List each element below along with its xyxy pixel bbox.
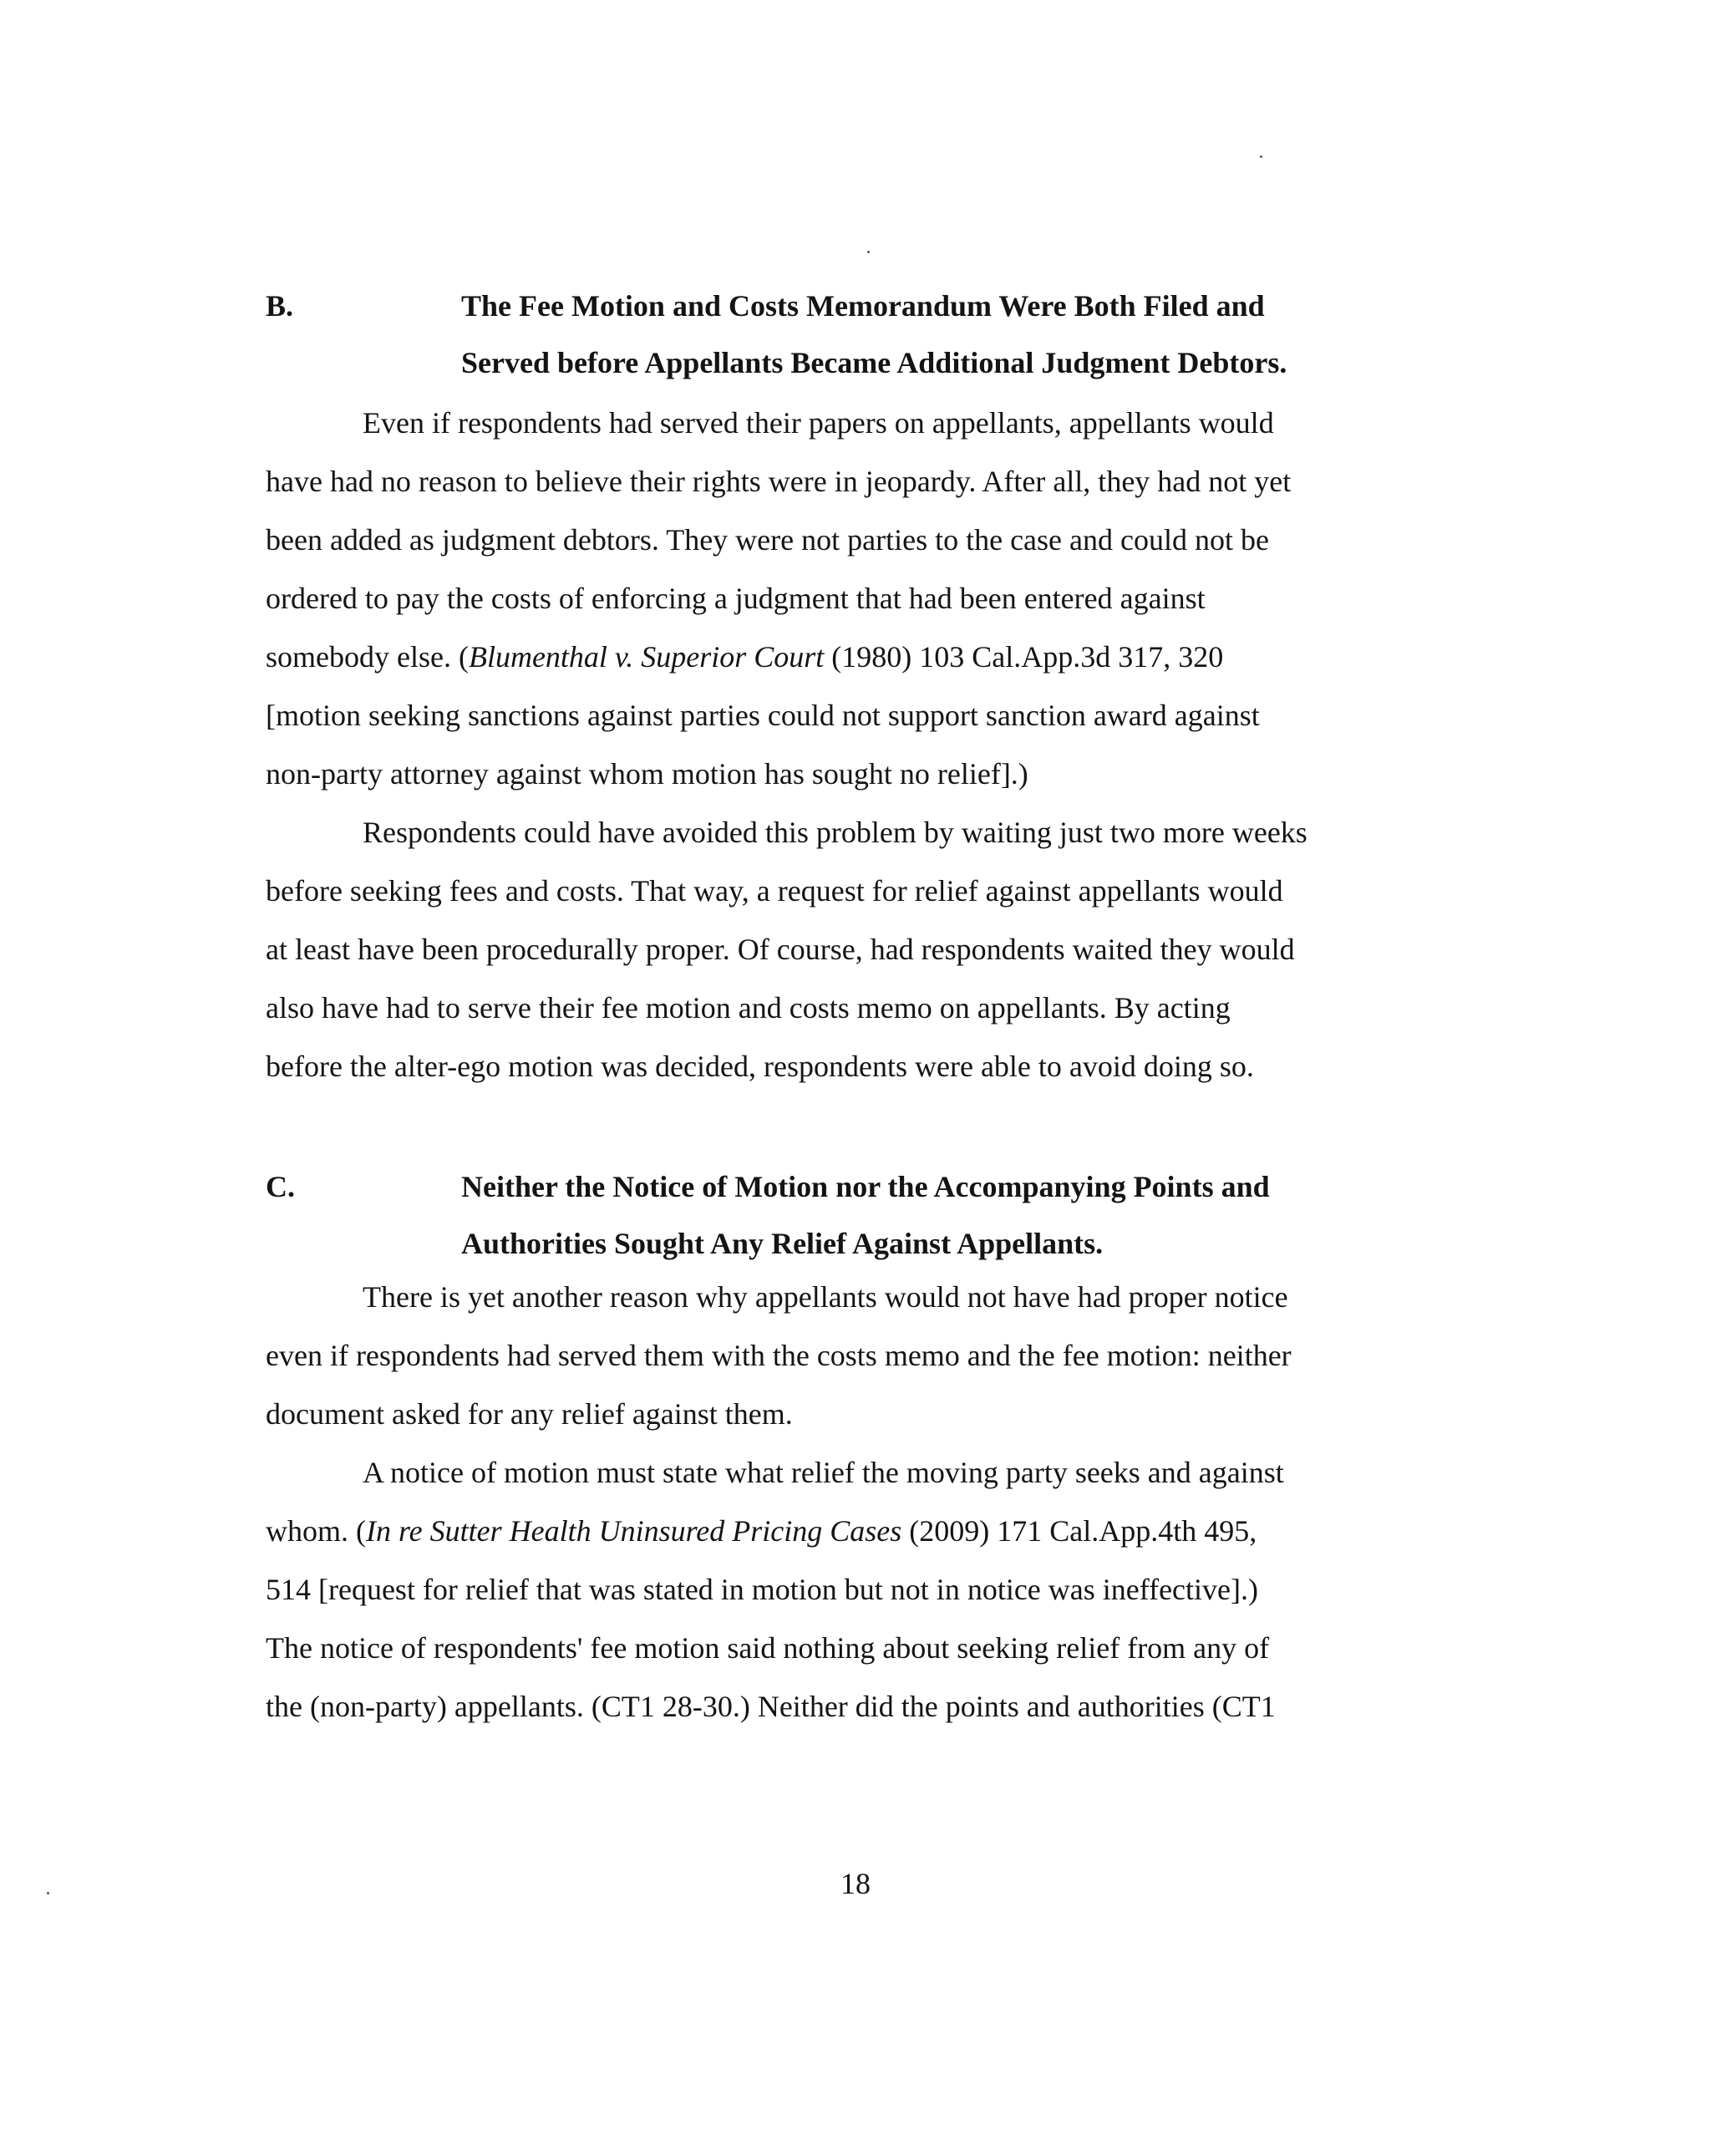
section-c-letter: C. (266, 1170, 295, 1203)
paragraph-line: [motion seeking sanctions against parties could not support sanction award against (266, 699, 1260, 732)
scan-speck (867, 251, 870, 253)
paragraph-line: There is yet another reason why appellants would not have had proper notice (363, 1280, 1288, 1314)
citation-suffix: (2009) 171 Cal.App.4th 495, (901, 1514, 1257, 1548)
paragraph-line: have had no reason to believe their rights were in jeopardy. After all, they had not yet (266, 465, 1292, 498)
citation-line (266, 1513, 1257, 1549)
case-name: In re Sutter Health Uninsured Pricing Cases (366, 1514, 902, 1548)
paragraph-line: at least have been procedurally proper. Of course, had respondents waited they would (266, 933, 1295, 966)
section-b-heading (266, 277, 1469, 391)
paragraph-line: the (non-party) appellants. (CT1 28-30.) Neither did the points and authorities (CT1 (266, 1690, 1276, 1723)
paragraph-line: Respondents could have avoided this problem by waiting just two more weeks (363, 816, 1307, 849)
citation-suffix: (1980) 103 Cal.App.3d 317, 320 (824, 640, 1224, 674)
paragraph-line: A notice of motion must state what relief the moving party seeks and against (363, 1456, 1284, 1489)
page-number: 18 (840, 1867, 871, 1900)
paragraph-line: before the alter-ego motion was decided, respondents were able to avoid doing so. (266, 1050, 1254, 1083)
citation-prefix: somebody else. ( (266, 640, 469, 674)
section-c-title-line1: Neither the Notice of Motion nor the Accompanying Points and (461, 1170, 1270, 1203)
section-c-title-line2: Authorities Sought Any Relief Against Appellants. (461, 1227, 1104, 1260)
paragraph-line: before seeking fees and costs. That way, a request for relief against appellants would (266, 874, 1283, 908)
paragraph-line: been added as judgment debtors. They were not parties to the case and could not be (266, 523, 1269, 557)
paragraph-line: document asked for any relief against them. (266, 1397, 793, 1431)
section-b-title-line2: Served before Appellants Became Additional Judgment Debtors. (461, 346, 1287, 379)
scan-speck (47, 1892, 49, 1894)
paragraph-line: even if respondents had served them with the costs memo and the fee motion: neither (266, 1339, 1292, 1372)
paragraph-line: Even if respondents had served their papers on appellants, appellants would (363, 406, 1274, 440)
paragraph-line: ordered to pay the costs of enforcing a judgment that had been entered against (266, 582, 1206, 615)
paragraph-line: non-party attorney against whom motion has sought no relief].) (266, 757, 1028, 791)
citation-line (266, 638, 1223, 675)
section-b-title-line1: The Fee Motion and Costs Memorandum Were Both Filed and (461, 289, 1265, 323)
paragraph-line: also have had to serve their fee motion and costs memo on appellants. By acting (266, 991, 1231, 1025)
citation-prefix: whom. ( (266, 1514, 366, 1548)
paragraph-line: 514 [request for relief that was stated in motion but not in notice was ineffective].) (266, 1573, 1258, 1606)
scan-speck (1260, 155, 1262, 158)
section-b-letter: B. (266, 289, 294, 323)
paragraph-line: The notice of respondents' fee motion said nothing about seeking relief from any of (266, 1631, 1270, 1665)
section-c-heading (266, 1158, 1469, 1272)
case-name: Blumenthal v. Superior Court (468, 640, 825, 674)
